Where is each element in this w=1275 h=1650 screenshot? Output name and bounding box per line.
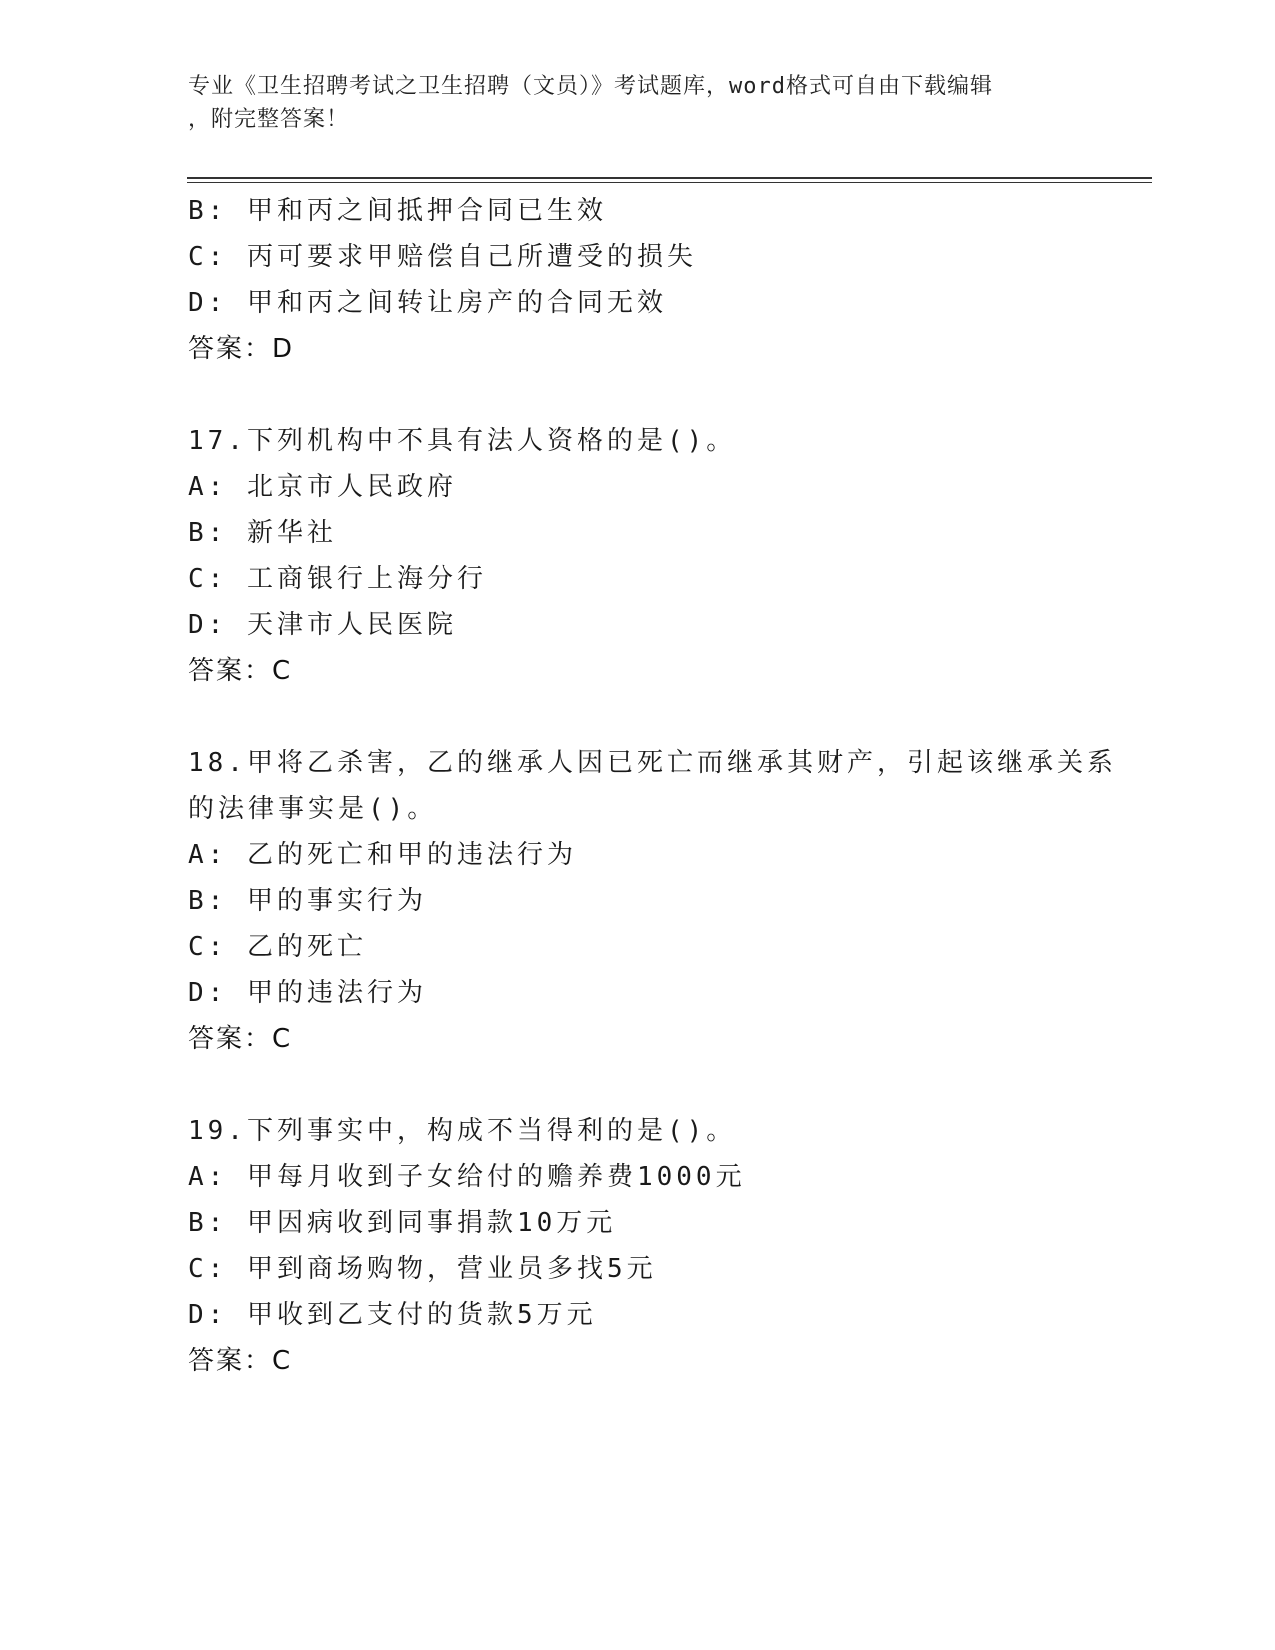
question-19 — [188, 1108, 1088, 1384]
previous-question-tail — [188, 188, 1088, 372]
question-stem: 19.下列事实中，构成不当得利的是()。 — [188, 1116, 737, 1146]
document-header — [188, 70, 1088, 136]
header-divider-thick — [187, 177, 1152, 179]
option-b: B: 新华社 — [188, 518, 337, 548]
question-content — [188, 188, 1117, 1384]
option-c: C: 丙可要求甲赔偿自己所遭受的损失 — [188, 242, 697, 272]
option-d: D: 甲的违法行为 — [188, 978, 427, 1008]
answer-line: 答案：C — [188, 1024, 293, 1054]
option-a: A: 乙的死亡和甲的违法行为 — [188, 840, 577, 870]
question-18 — [188, 740, 1117, 1062]
question-17 — [188, 418, 1088, 694]
answer-line: 答案：C — [188, 656, 293, 686]
option-d: D: 天津市人民医院 — [188, 610, 457, 640]
spacer — [188, 694, 1088, 740]
header-line-2: ，附完整答案！ — [188, 107, 350, 132]
option-c: C: 甲到商场购物，营业员多找5元 — [188, 1254, 657, 1284]
answer-line: 答案：D — [188, 334, 295, 364]
option-c: C: 工商银行上海分行 — [188, 564, 487, 594]
option-d: D: 甲收到乙支付的货款5万元 — [188, 1300, 597, 1330]
answer-line: 答案：C — [188, 1346, 293, 1376]
spacer — [188, 1062, 1088, 1108]
option-c: C: 乙的死亡 — [188, 932, 367, 962]
question-stem: 18.甲将乙杀害，乙的继承人因已死亡而继承其财产，引起该继承关系 — [188, 748, 1117, 778]
option-a: A: 北京市人民政府 — [188, 472, 457, 502]
spacer — [188, 372, 1088, 418]
option-d: D: 甲和丙之间转让房产的合同无效 — [188, 288, 667, 318]
header-line-1: 专业《卫生招聘考试之卫生招聘（文员）》考试题库，word格式可自由下载编辑 — [188, 74, 993, 99]
question-stem-continued: 的法律事实是()。 — [188, 794, 438, 824]
option-b: B: 甲的事实行为 — [188, 886, 427, 916]
option-a: A: 甲每月收到子女给付的赡养费1000元 — [188, 1162, 746, 1192]
option-b: B: 甲和丙之间抵押合同已生效 — [188, 196, 607, 226]
header-divider-thin — [187, 182, 1152, 183]
question-stem: 17.下列机构中不具有法人资格的是()。 — [188, 426, 737, 456]
option-b: B: 甲因病收到同事捐款10万元 — [188, 1208, 617, 1238]
